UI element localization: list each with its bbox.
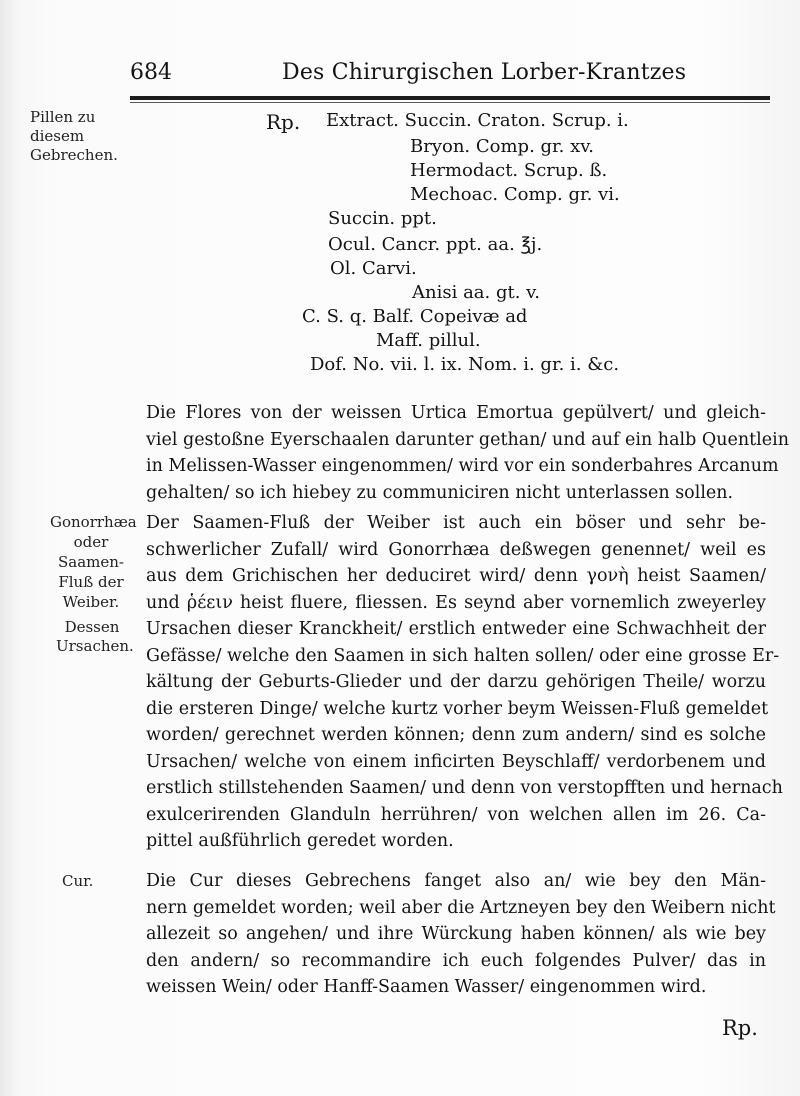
margin-note-cure: Cur. xyxy=(62,872,94,890)
text-line: schwerlicher Zufall/ wird Gonorrhæa deßwegen genennet/ weil es xyxy=(146,539,766,560)
text-line: Ursachen/ welche von einem inficirten Beyschlaff/ verdorbenem und xyxy=(146,751,766,772)
recipe-line: Ocul. Cancr. ppt. aa. ℥j. xyxy=(328,234,543,255)
text-line: weissen Wein/ oder Hanff-Saamen Wasser/ eingenommen wird. xyxy=(146,977,707,997)
catchword: Rp. xyxy=(722,1016,758,1040)
paragraph-gonorrhaea xyxy=(146,510,783,855)
text-line: den andern/ so recommandire ich euch folgendes Pulver/ das in xyxy=(146,950,766,971)
header-rule xyxy=(130,96,770,100)
recipe-line: Extract. Succin. Craton. Scrup. i. xyxy=(326,110,629,131)
recipe-line: Mechoac. Comp. gr. vi. xyxy=(410,184,620,205)
recipe-line: Succin. ppt. xyxy=(328,208,437,229)
recipe-line: Hermodact. Scrup. ß. xyxy=(410,160,608,181)
margin-note-pills: Pillen zu diesem Gebrechen. xyxy=(30,108,118,164)
text-line: Der Saamen-Fluß der Weiber ist auch ein böser und sehr be- xyxy=(146,513,766,533)
text-line: in Melissen-Wasser eingenommen/ wird vor ein sonderbahres Arcanum xyxy=(146,456,779,476)
text-line: Gefässe/ welche den Saamen in sich halten sollen/ oder eine grosse Er- xyxy=(146,645,780,666)
recipe-line: Anisi aa. gt. v. xyxy=(412,282,540,303)
recipe-line: C. S. q. Balf. Copeivæ ad xyxy=(302,306,528,327)
margin-note-gonorrhaea: Gonorrhæa oder Saamen-Fluß der Weiber. xyxy=(50,513,137,611)
recipe-line: Bryon. Comp. gr. xv. xyxy=(410,136,595,157)
text-line: Die Flores von der weissen Urtica Emortua gepülvert/ und gleich- xyxy=(146,403,766,423)
recipe-line: Ol. Carvi. xyxy=(330,258,417,279)
text-line: Ursachen dieser Kranckheit/ erstlich entweder eine Schwachheit der xyxy=(146,619,766,639)
text-line: Die Cur dieses Gebrechens fanget also an/ wie bey den Män- xyxy=(146,871,766,891)
text-line: worden/ gerechnet werden können; denn zum andern/ sind es solche xyxy=(146,725,766,745)
text-line: gehalten/ so ich hiebey zu communiciren nicht unterlassen sollen. xyxy=(146,482,734,503)
page-number: 684 xyxy=(130,60,172,85)
paragraph-urtica xyxy=(146,400,789,506)
paragraph-cure xyxy=(146,868,776,1001)
recipe-line: Maff. pillul. xyxy=(376,330,481,351)
text-line: und ῥέειν heist fluere, fliessen. Es seynd aber vornemlich zweyerley xyxy=(146,592,766,613)
text-line: erstlich stillstehenden Saamen/ und denn von verstopfften und hernach xyxy=(146,778,783,798)
text-line: pittel außführlich geredet worden. xyxy=(146,831,454,851)
text-line: nern gemeldet worden; weil aber die Artzneyen bey den Weibern nicht xyxy=(146,897,776,918)
text-line: die ersteren Dinge/ welche kurtz vorher beym Weissen-Fluß gemeldet xyxy=(146,698,769,719)
running-title: Des Chirurgischen Lorber-Krantzes xyxy=(282,60,687,85)
text-line: exulcerirenden Glanduln herrühren/ von welchen allen im 26. Ca- xyxy=(146,804,766,825)
recipe-rp: Rp. xyxy=(266,110,301,134)
margin-note-causes: Dessen Ursachen. xyxy=(56,618,134,655)
text-line: viel gestoßne Eyerschaalen darunter gethan/ und auf ein halb Quentlein xyxy=(146,429,789,450)
header-rule-thin xyxy=(130,102,770,103)
text-line: allezeit so angehen/ und ihre Würckung haben können/ als wie bey xyxy=(146,924,766,944)
text-line: kältung der Geburts-Glieder und der darzu gehörigen Theile/ worzu xyxy=(146,672,766,692)
recipe-line: Dof. No. vii. l. ix. Nom. i. gr. i. &c. xyxy=(310,354,620,375)
text-line: aus dem Grichischen her deduciret wird/ denn γονὴ heist Saamen/ xyxy=(146,566,766,586)
